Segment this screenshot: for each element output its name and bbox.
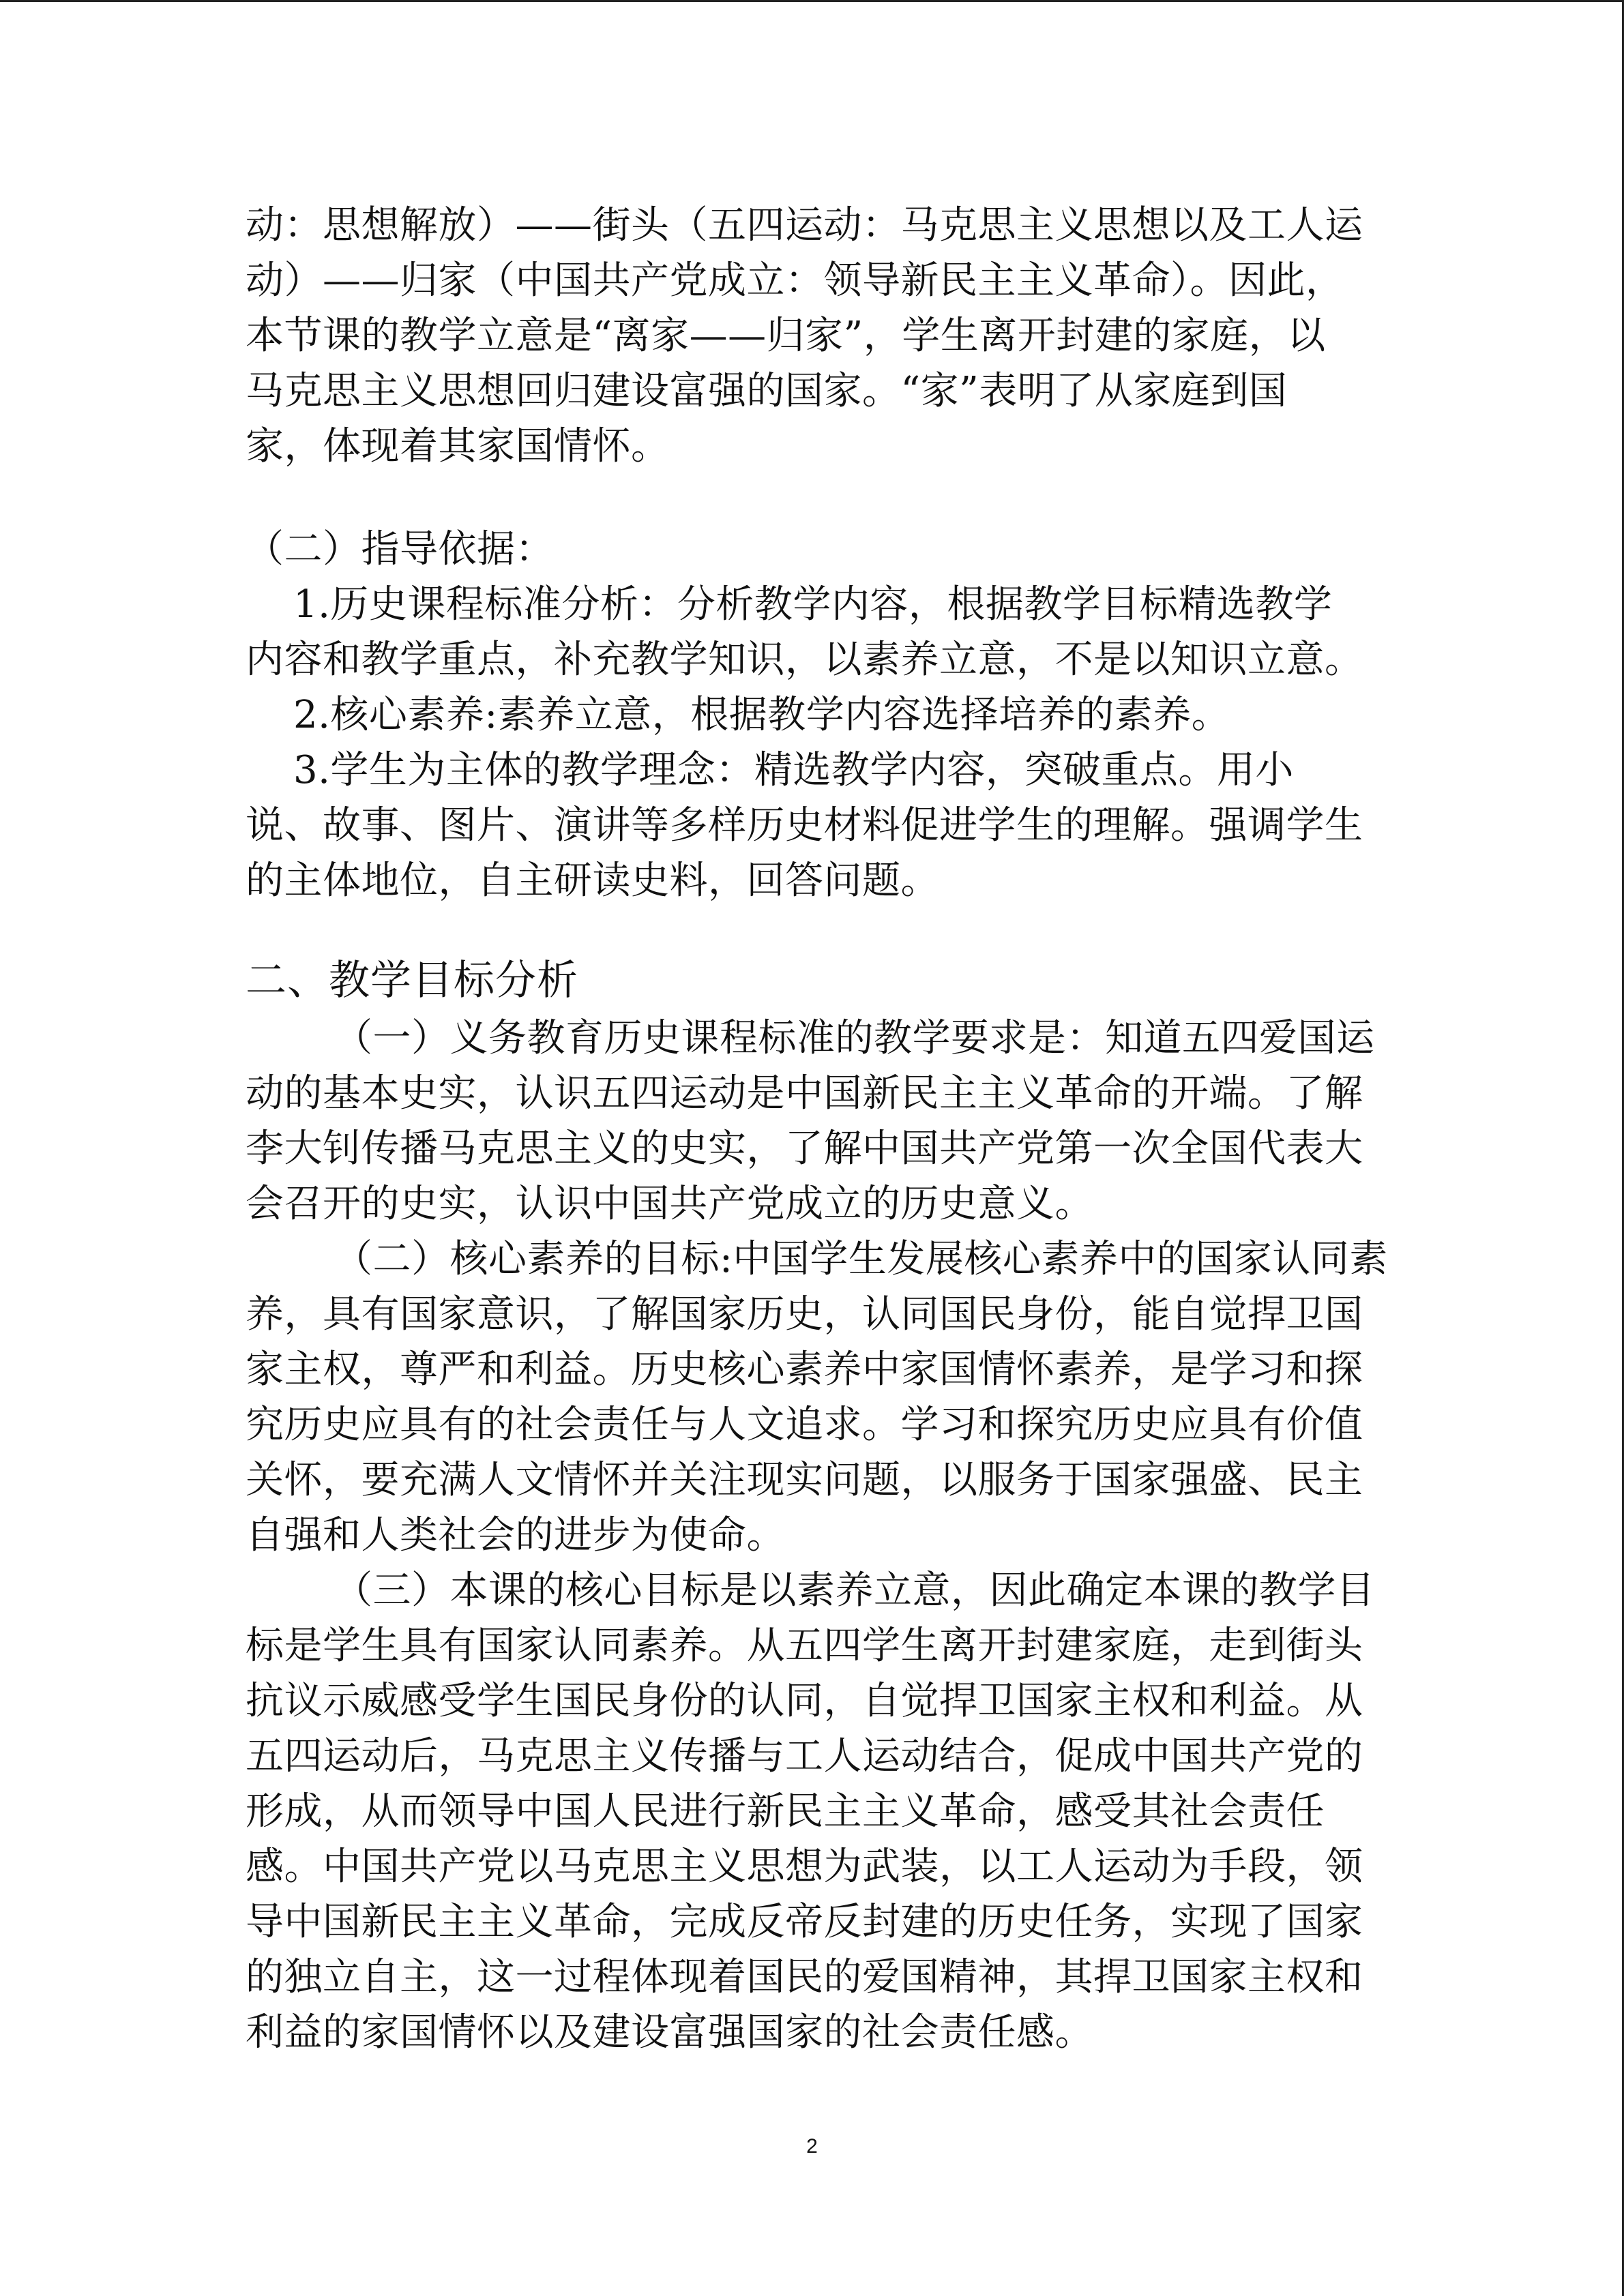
text-line: 1.历史课程标准分析：分析教学内容，根据教学目标精选教学	[293, 582, 1333, 627]
intro-paragraph	[246, 198, 1364, 474]
chapter-heading: 二、教学目标分析	[246, 957, 578, 1004]
text-line: 究历史应具有的社会责任与人文追求。学习和探究历史应具有价值	[246, 1403, 1363, 1447]
text-line: 感。中国共产党以马克思主义思想为武装，以工人运动为手段，领	[246, 1845, 1363, 1889]
text-line: 本节课的教学立意是“离家——归家”，学生离开封建的家庭，以	[246, 314, 1326, 358]
text-line: 标是学生具有国家认同素养。从五四学生离开封建家庭，走到街头	[246, 1624, 1363, 1668]
text-line: 养，具有国家意识，了解国家历史，认同国民身份，能自觉捍卫国	[246, 1292, 1363, 1337]
text-line: 五四运动后，马克思主义传播与工人运动结合，促成中国共产党的	[246, 1734, 1363, 1778]
text-line: 利益的家国情怀以及建设富强国家的社会责任感。	[246, 2010, 1093, 2055]
text-line: 抗议示威感受学生国民身份的认同，自觉捍卫国家主权和利益。从	[246, 1679, 1363, 1723]
section-spacer	[246, 908, 1364, 951]
text-line: 3.学生为主体的教学理念：精选教学内容，突破重点。用小	[293, 748, 1294, 792]
section-heading: （二）指导依据：	[246, 527, 554, 571]
text-line: 2.核心素养:素养立意，根据教学内容选择培养的素养。	[293, 693, 1230, 737]
text-line: 动：思想解放）——街头（五四运动：马克思主义思想以及工人运	[246, 203, 1363, 248]
page-border-top	[0, 0, 1624, 2]
text-line: 说、故事、图片、演讲等多样历史材料促进学生的理解。强调学生	[246, 803, 1363, 848]
section-spacer	[246, 474, 1364, 522]
text-line: 的独立自主，这一过程体现着国民的爱国精神，其捍卫国家主权和	[246, 1955, 1363, 1999]
document-body	[246, 198, 1388, 2060]
text-line: （三）本课的核心目标是以素养立意，因此确定本课的教学目	[334, 1568, 1375, 1613]
text-line: （二）核心素养的目标:中国学生发展核心素养中的国家认同素	[334, 1237, 1388, 1281]
text-line: 马克思主义思想回归建设富强的国家。“家”表明了从家庭到国	[246, 369, 1288, 413]
text-line: 的主体地位，自主研读史料，回答问题。	[246, 859, 939, 903]
text-line: 家主权，尊严和利益。历史核心素养中家国情怀素养，是学习和探	[246, 1347, 1363, 1392]
text-line: 动）——归家（中国共产党成立：领导新民主主义革命）。因此，	[246, 258, 1344, 303]
text-line: 自强和人类社会的进步为使命。	[246, 1513, 785, 1557]
guidance-section	[246, 522, 1364, 908]
text-line: 内容和教学重点，补充教学知识，以素养立意，不是以知识立意。	[246, 638, 1363, 682]
text-line: 动的基本史实，认识五四运动是中国新民主主义革命的开端。了解	[246, 1071, 1363, 1116]
text-line: 形成，从而领导中国人民进行新民主主义革命，感受其社会责任	[246, 1789, 1325, 1834]
text-line: 关怀，要充满人文情怀并关注现实问题，以服务于国家强盛、民主	[246, 1458, 1363, 1502]
text-line: 导中国新民主主义革命，完成反帝反封建的历史任务，实现了国家	[246, 1900, 1363, 1944]
text-line: 会召开的史实，认识中国共产党成立的历史意义。	[246, 1182, 1093, 1226]
objectives-section	[246, 951, 1388, 2060]
text-line: 李大钊传播马克思主义的史实，了解中国共产党第一次全国代表大	[246, 1127, 1363, 1171]
text-line: （一）义务教育历史课程标准的教学要求是：知道五四爱国运	[334, 1016, 1375, 1060]
text-line: 家，体现着其家国情怀。	[246, 424, 670, 468]
page-number: 2	[806, 2135, 818, 2158]
